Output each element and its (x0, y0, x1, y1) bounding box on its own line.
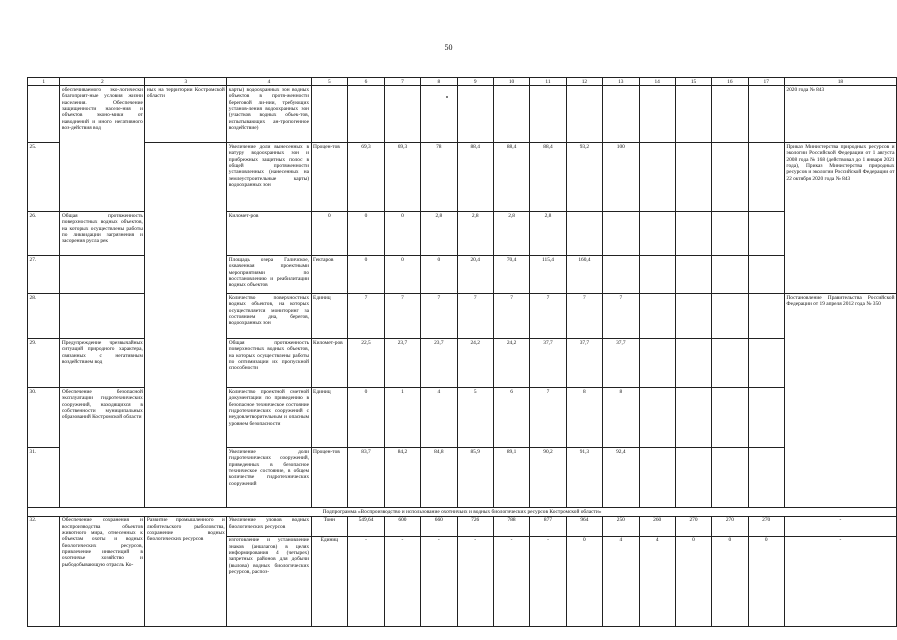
task-cell: Предупреждение чрезвычайных ситуаций природного характера, связанных с негативным воздействием вод (60, 339, 145, 388)
value-cell: 23,7 (384, 339, 420, 388)
indicator-cell: Увеличение доли вынесенных в натуру водоохранных зон и прибрежных защитных полос в общей протяженности установленных (нанесенных на землеустроительные карты) водоохранных зон (227, 143, 311, 212)
value-cell: - (348, 536, 385, 626)
indicator-cell: изготовление и установление знаков (аншлагов) в целях информирования 4 (четырех) запретных районов для добычи (вылова) водных биологических ресурсов, распоз- (227, 536, 311, 626)
value-cell: 788 (493, 516, 529, 536)
indicator-cell: Увеличение уловов водных биологических ресурсов (227, 516, 311, 536)
value-cell: 20,4 (457, 256, 493, 294)
header-row (28, 78, 897, 86)
value-cell: 37,7 (603, 339, 639, 388)
indicator-cell: Площадь озера Галичское, охваченная проектными мероприятиями по восстановлению и реабилитации водных объектов (227, 256, 311, 294)
column-header: 15 (675, 78, 711, 86)
column-header: 5 (311, 78, 348, 86)
row-number: 28. (28, 294, 60, 339)
indicator-cell: Количество поверхностных водных объектов, на которых осуществляется мониторинг за состоянием дна, берегов, водоохранных зон (227, 294, 311, 339)
value-cell: 726 (457, 516, 493, 536)
subprogram-header-row (28, 508, 897, 516)
table-row (28, 516, 897, 536)
indicator-cell: Увеличение доли гидротехнических сооружений, приведенных в безопасное техническое состояние, в общем количестве гидротехнических сооружений (227, 448, 311, 508)
value-cell: 4 (603, 536, 639, 626)
row-number: 25. (28, 143, 60, 212)
indicator-cell: карты) водоохранных зон водных объектов в протя-женности береговой ли-нии, требующих установ-ления водоохранных зон (участков водных объек-тов, испытывающих ан-тропогенное воздействие) (227, 86, 311, 143)
value-cell: 600 (384, 516, 420, 536)
value-cell: 91,3 (566, 448, 602, 508)
basis-cell: Приказ Министерства природных ресурсов и экологии Российской Федерации от 1 августа 2008 года № 168 (действовал до 1 января 2021 года), Приказ Министерства природных ресурсов и экологии Российской Федерации от 22 октября 2020 года № 843 (784, 143, 896, 294)
value-cell: 2,8 (530, 212, 566, 256)
value-cell: - (530, 536, 566, 626)
value-cell: 84,2 (384, 448, 420, 508)
value-cell: 115,4 (530, 256, 566, 294)
value-cell: 660 (421, 516, 457, 536)
row-number: 32. (28, 516, 60, 626)
value-cell: 7 (603, 294, 639, 339)
row-number: 26. (28, 212, 60, 256)
value-cell: 270 (748, 516, 784, 536)
column-header: 9 (457, 78, 493, 86)
value-cell: 549,64 (348, 516, 385, 536)
value-cell: 877 (530, 516, 566, 536)
value-cell: 964 (566, 516, 602, 536)
value-cell: 84,8 (421, 448, 457, 508)
value-cell: 23,7 (421, 339, 457, 388)
value-cell: 69,3 (384, 143, 420, 212)
value-cell: 88,4 (457, 143, 493, 212)
value-cell: 0 (748, 536, 784, 626)
value-cell: 8 (566, 388, 602, 448)
column-header: 16 (712, 78, 748, 86)
value-cell: 88,4 (493, 143, 529, 212)
column-header: 8 (421, 78, 457, 86)
value-cell: 100 (603, 143, 639, 212)
value-cell: 70,4 (493, 256, 529, 294)
value-cell: 0 (712, 536, 748, 626)
value-cell: 83,7 (348, 448, 385, 508)
value-cell: 2,8 (493, 212, 529, 256)
unit-cell: Тонн (311, 516, 348, 536)
column-header: 2 (60, 78, 145, 86)
value-cell: 0 (348, 212, 385, 256)
value-cell: 0 (348, 388, 385, 448)
value-cell: - (457, 536, 493, 626)
value-cell: 4 (639, 536, 675, 626)
value-cell: 78 (421, 143, 457, 212)
value-cell: 92,4 (603, 448, 639, 508)
page-number: 50 (444, 43, 453, 52)
value-cell: 0 (675, 536, 711, 626)
value-cell: 7 (530, 388, 566, 448)
value-cell: 90,2 (530, 448, 566, 508)
value-cell: 0 (311, 212, 348, 256)
value-cell: - (493, 536, 529, 626)
value-cell: 7 (384, 294, 420, 339)
unit-cell: Процен-тов (311, 143, 348, 212)
indicator-cell: Общая протяженность поверхностных водных объектов, на которых осуществлены работы по ликвидации загрязнения и засорения русла рек (60, 212, 145, 256)
column-header: 13 (603, 78, 639, 86)
task-cell: Развитие промышленного и любительского рыболовства, сохранение водных биологических ресурсов (145, 516, 227, 626)
value-cell: 0 (348, 256, 385, 294)
row-number: 29. (28, 339, 60, 388)
value-cell: 270 (712, 516, 748, 536)
value-cell: 37,7 (566, 339, 602, 388)
unit-cell: Километ-ров (227, 212, 311, 256)
table-row (28, 143, 897, 212)
task-cell: Обеспечение безопасной эксплуатации гидротехнических сооружений, находящихся в собственности муниципальных образований Костромской области (60, 388, 145, 508)
value-cell: 2,8 (421, 212, 457, 256)
value-cell: 24,2 (457, 339, 493, 388)
value-cell: 160,4 (566, 256, 602, 294)
value-cell: 7 (421, 294, 457, 339)
basis-cell: - (784, 536, 896, 626)
value-cell: 4 (421, 388, 457, 448)
goal-cell: обеспечиваемого эко-логически благоприят-ные условия жизни населения. Обеспечение защищенности населе-ния и объектов эконо-мики от наводнений и иного негативного воз-действия вод (60, 86, 145, 212)
indicator-cell: Количество проектной сметной документации по приведению в безопасное техническое состояние гидротехнических сооружений с неудовлетворительным и опасным уровнем безопасности (227, 388, 311, 448)
indicator-cell: Общая протяженность поверхностных водных объектов, на которых осуществлены работы по оптимизации их пропускной способности (227, 339, 311, 388)
value-cell: 7 (530, 294, 566, 339)
column-header: 4 (227, 78, 311, 86)
basis-cell: 2020 года № 843 (784, 86, 896, 143)
indicators-table (27, 77, 897, 627)
column-header: 12 (566, 78, 602, 86)
column-header: 7 (384, 78, 420, 86)
unit-cell: Единиц (311, 388, 348, 448)
row-number: 31. (28, 448, 60, 508)
column-header: 11 (530, 78, 566, 86)
column-header: 17 (748, 78, 784, 86)
value-cell: 89,1 (493, 448, 529, 508)
goal-cell: Обеспечение сохранения и воспроизводства объектов животного мира, отнесенных к объектам охоты и водных биологических ресурсов, привлечение инвестиций в охотничье хозяйство и рыбодобывающую отрасль Ко- (60, 516, 145, 626)
task-cell: ных на территории Костромской области (145, 86, 227, 143)
value-cell: 2,8 (457, 212, 493, 256)
value-cell: 37,7 (530, 339, 566, 388)
value-cell: 93,2 (566, 143, 602, 212)
value-cell: 0 (421, 256, 457, 294)
value-cell: 0 (384, 212, 420, 256)
value-cell: 69,3 (348, 143, 385, 212)
unit-cell: Единиц (311, 294, 348, 339)
value-cell: - (384, 536, 420, 626)
value-cell: 270 (675, 516, 711, 536)
row-number: 30. (28, 388, 60, 448)
table-row (28, 86, 897, 143)
column-header: 1 (28, 78, 60, 86)
unit-cell: Гектаров (311, 256, 348, 294)
row-number: 27. (28, 256, 60, 294)
value-cell: - (421, 536, 457, 626)
value-cell: 6 (493, 388, 529, 448)
value-cell: 7 (457, 294, 493, 339)
value-cell: 7 (566, 294, 602, 339)
basis-cell: - (784, 516, 896, 536)
column-header: 6 (348, 78, 385, 86)
unit-cell: Километ-ров (311, 339, 348, 388)
column-header: 10 (493, 78, 529, 86)
column-header: 18 (784, 78, 896, 86)
subprogram-header: Подпрограмма «Воспроизводство и использование охотничьих и водных биологических ресурсов Костромской области» (28, 508, 897, 516)
value-cell: 85,9 (457, 448, 493, 508)
value-cell: 7 (348, 294, 385, 339)
unit-cell: Единиц (311, 536, 348, 626)
value-cell: 24,2 (493, 339, 529, 388)
column-header: 14 (639, 78, 675, 86)
value-cell: 88,4 (530, 143, 566, 212)
column-header: 3 (145, 78, 227, 86)
value-cell: 22,5 (348, 339, 385, 388)
basis-cell: Постановление Правительства Российской Федерации от 19 апреля 2012 года № 350 (784, 294, 896, 508)
unit-cell: Процен-тов (311, 448, 348, 508)
value-cell: 260 (639, 516, 675, 536)
value-cell: 0 (566, 536, 602, 626)
value-cell: 1 (384, 388, 420, 448)
value-cell: 250 (603, 516, 639, 536)
value-cell: 8 (603, 388, 639, 448)
value-cell: 7 (493, 294, 529, 339)
value-cell: 0 (384, 256, 420, 294)
value-cell: 5 (457, 388, 493, 448)
